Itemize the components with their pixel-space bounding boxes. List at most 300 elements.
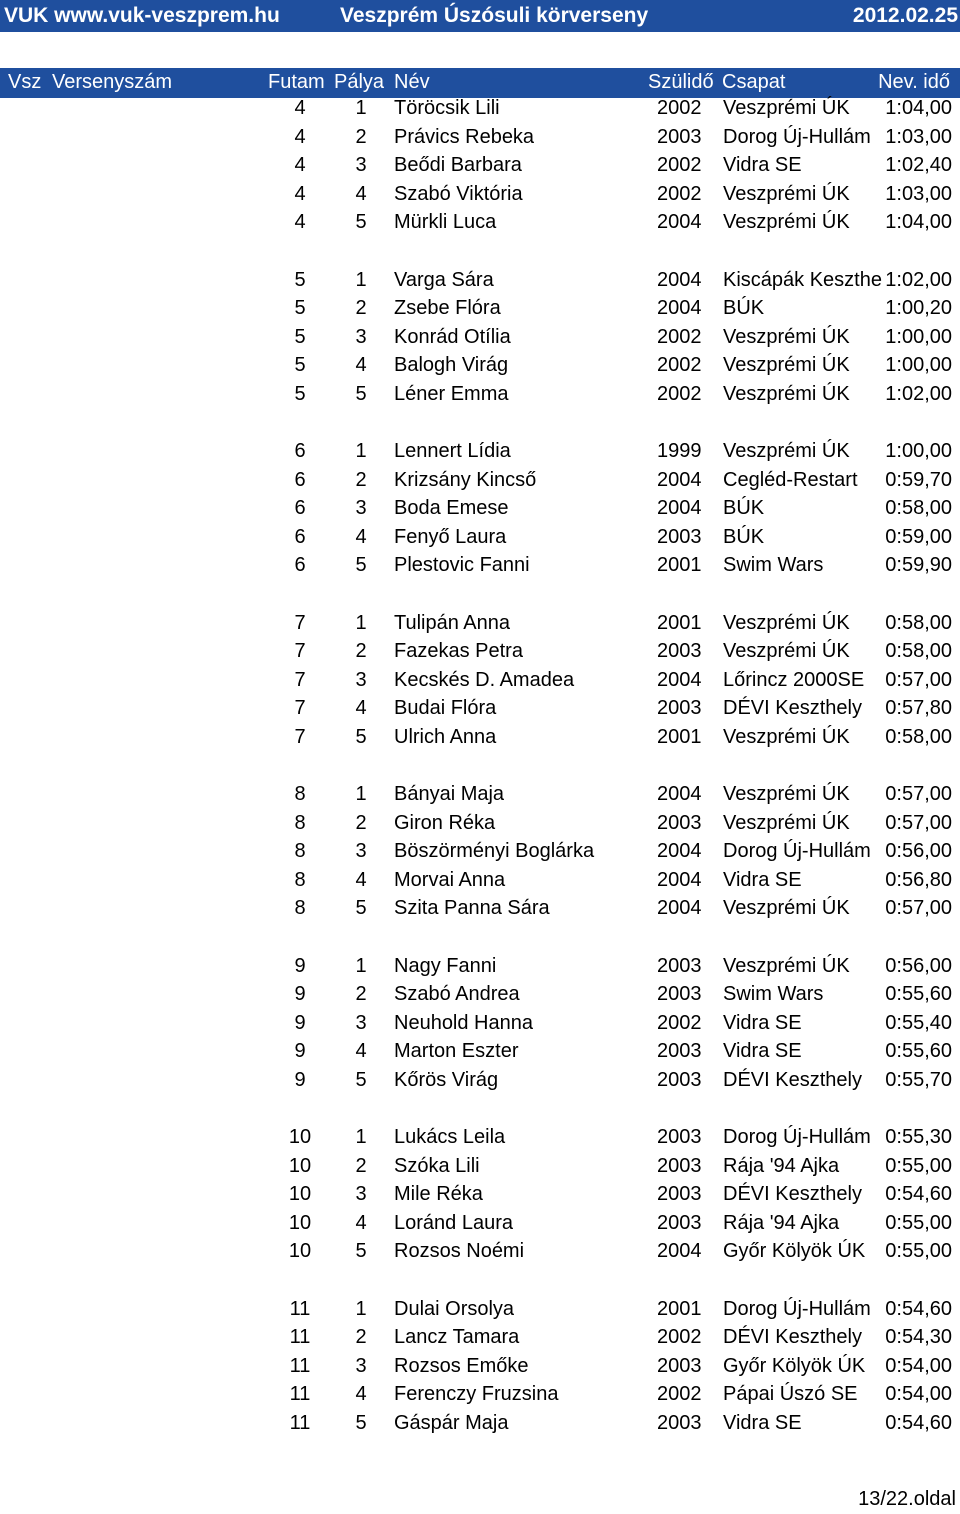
swimmer-name: Kecskés D. Amadea bbox=[394, 668, 575, 691]
entry-time: 1:02,00 bbox=[885, 382, 952, 405]
table-row bbox=[0, 126, 960, 155]
column-vsz: Vsz bbox=[8, 71, 42, 93]
table-row bbox=[0, 669, 960, 698]
table-row bbox=[0, 1040, 960, 1069]
birth-year: 2003 bbox=[657, 1068, 702, 1091]
table-row bbox=[0, 154, 960, 183]
entry-time: 0:58,00 bbox=[885, 640, 952, 662]
swimmer-name: Lennert Lídia bbox=[394, 440, 511, 462]
page-header bbox=[0, 0, 960, 32]
lane-number: 4 bbox=[355, 525, 367, 548]
team-name: Veszprémi ÚK bbox=[723, 954, 850, 977]
heat-number: 9 bbox=[294, 1068, 306, 1091]
lane-number: 4 bbox=[355, 354, 367, 376]
column-futam: Futam bbox=[268, 71, 325, 93]
birth-year: 2004 bbox=[657, 211, 702, 233]
team-name: BÚK bbox=[723, 297, 765, 319]
heat-group bbox=[0, 783, 960, 926]
birth-year: 2004 bbox=[657, 868, 702, 891]
team-name: Lőrincz 2000SE bbox=[723, 668, 865, 691]
entry-time: 0:55,00 bbox=[885, 1154, 952, 1177]
heat-number: 5 bbox=[294, 382, 306, 405]
entry-time: 1:00,00 bbox=[885, 440, 952, 462]
lane-number: 5 bbox=[355, 554, 367, 576]
birth-year: 2002 bbox=[657, 1383, 702, 1405]
table-row bbox=[0, 354, 960, 383]
lane-number: 1 bbox=[355, 783, 367, 805]
entry-time: 1:04,00 bbox=[885, 97, 952, 119]
column-szulido: Szülidő bbox=[648, 71, 714, 93]
heat-number: 7 bbox=[294, 697, 306, 719]
team-name: Veszprémi ÚK bbox=[723, 97, 850, 119]
birth-year: 2002 bbox=[657, 1326, 702, 1348]
lane-number: 3 bbox=[355, 1011, 367, 1034]
birth-year: 2003 bbox=[657, 697, 702, 719]
swimmer-name: Beődi Barbara bbox=[394, 154, 522, 176]
birth-year: 2004 bbox=[657, 297, 702, 319]
swimmer-name: Böszörményi Boglárka bbox=[394, 840, 595, 862]
birth-year: 2002 bbox=[657, 354, 702, 376]
lane-number: 4 bbox=[355, 868, 367, 891]
entry-time: 1:03,00 bbox=[885, 125, 952, 148]
lane-number: 2 bbox=[355, 1326, 367, 1348]
team-name: Győr Kölyök ÚK bbox=[723, 1240, 866, 1262]
heat-number: 10 bbox=[288, 1183, 312, 1205]
birth-year: 2003 bbox=[657, 811, 702, 834]
birth-year: 1999 bbox=[657, 440, 702, 462]
heat-group bbox=[0, 955, 960, 1098]
column-csapat: Csapat bbox=[722, 71, 786, 93]
team-name: Dorog Új-Hullám bbox=[723, 125, 871, 148]
team-name: Veszprémi ÚK bbox=[723, 382, 850, 405]
table-row bbox=[0, 183, 960, 212]
lane-number: 3 bbox=[355, 154, 367, 176]
table-row bbox=[0, 383, 960, 412]
page-number: 13/22.oldal bbox=[858, 1488, 956, 1510]
entry-time: 0:55,60 bbox=[885, 983, 952, 1005]
swimmer-name: Fazekas Petra bbox=[394, 640, 523, 662]
entry-time: 0:55,00 bbox=[885, 1240, 952, 1262]
swimmer-name: Szabó Viktória bbox=[394, 182, 523, 205]
entry-time: 0:57,00 bbox=[885, 783, 952, 805]
lane-number: 4 bbox=[355, 182, 367, 205]
lane-number: 2 bbox=[355, 125, 367, 148]
heat-number: 7 bbox=[294, 640, 306, 662]
swimmer-name: Mürkli Luca bbox=[394, 211, 497, 233]
team-name: Veszprémi ÚK bbox=[723, 325, 850, 348]
entry-time: 0:54,60 bbox=[885, 1297, 952, 1320]
birth-year: 2004 bbox=[657, 668, 702, 691]
heat-number: 8 bbox=[294, 840, 306, 862]
swimmer-name: Boda Emese bbox=[394, 497, 509, 519]
team-name: Veszprémi ÚK bbox=[723, 811, 850, 834]
heat-number: 4 bbox=[294, 211, 306, 233]
birth-year: 2003 bbox=[657, 983, 702, 1005]
table-row bbox=[0, 612, 960, 641]
lane-number: 1 bbox=[355, 954, 367, 977]
table-row bbox=[0, 983, 960, 1012]
entry-time: 0:54,00 bbox=[885, 1354, 952, 1377]
entry-time: 0:55,30 bbox=[885, 1126, 952, 1148]
team-name: Dorog Új-Hullám bbox=[723, 1126, 871, 1148]
heat-number: 9 bbox=[294, 1011, 306, 1034]
heat-group bbox=[0, 269, 960, 412]
table-row bbox=[0, 1126, 960, 1155]
swimmer-name: Gáspár Maja bbox=[394, 1411, 509, 1434]
heat-number: 11 bbox=[289, 1354, 311, 1377]
entry-time: 1:02,40 bbox=[885, 154, 952, 176]
table-row bbox=[0, 1069, 960, 1098]
entry-time: 0:56,00 bbox=[885, 954, 952, 977]
lane-number: 5 bbox=[355, 382, 367, 405]
swimmer-name: Morvai Anna bbox=[394, 868, 506, 891]
swimmer-name: Zsebe Flóra bbox=[394, 297, 501, 319]
entry-time: 0:55,70 bbox=[885, 1068, 952, 1091]
swimmer-name: Szóka Lili bbox=[394, 1154, 480, 1177]
lane-number: 1 bbox=[355, 440, 367, 462]
heat-number: 5 bbox=[294, 268, 306, 291]
birth-year: 2004 bbox=[657, 897, 702, 919]
birth-year: 2002 bbox=[657, 97, 702, 119]
team-name: Veszprémi ÚK bbox=[723, 725, 850, 748]
heat-number: 5 bbox=[294, 354, 306, 376]
entry-time: 0:59,00 bbox=[885, 525, 952, 548]
table-row bbox=[0, 1326, 960, 1355]
table-row bbox=[0, 554, 960, 583]
entry-time: 0:54,30 bbox=[885, 1326, 952, 1348]
entry-time: 0:57,00 bbox=[885, 668, 952, 691]
swimmer-name: Konrád Otília bbox=[394, 325, 511, 348]
birth-year: 2003 bbox=[657, 1354, 702, 1377]
table-row bbox=[0, 726, 960, 755]
heat-number: 8 bbox=[294, 811, 306, 834]
lane-number: 1 bbox=[355, 1126, 367, 1148]
swimmer-name: Balogh Virág bbox=[394, 354, 509, 376]
lane-number: 5 bbox=[355, 1411, 367, 1434]
birth-year: 2002 bbox=[657, 154, 702, 176]
event-title: Veszprém Úszósuli körverseny bbox=[340, 4, 649, 27]
heat-number: 7 bbox=[294, 668, 306, 691]
team-name: Rája '94 Ajka bbox=[723, 1154, 840, 1177]
heat-number: 8 bbox=[294, 868, 306, 891]
swimmer-name: Krizsány Kincső bbox=[394, 468, 537, 491]
entry-time: 0:54,60 bbox=[885, 1183, 952, 1205]
heat-number: 6 bbox=[294, 525, 306, 548]
heat-number: 6 bbox=[294, 554, 306, 576]
heat-group bbox=[0, 612, 960, 755]
entry-time: 0:59,70 bbox=[885, 468, 952, 491]
entry-time: 1:04,00 bbox=[885, 211, 952, 233]
heat-number: 4 bbox=[294, 97, 306, 119]
team-name: Győr Kölyök ÚK bbox=[723, 1354, 866, 1377]
heat-group bbox=[0, 97, 960, 240]
heat-number: 6 bbox=[294, 468, 306, 491]
heat-number: 4 bbox=[294, 154, 306, 176]
swimmer-name: Szabó Andrea bbox=[394, 983, 520, 1005]
table-row bbox=[0, 440, 960, 469]
team-name: DÉVI Keszthely bbox=[723, 1326, 862, 1348]
birth-year: 2004 bbox=[657, 783, 702, 805]
entry-time: 0:55,00 bbox=[885, 1211, 952, 1234]
heat-number: 11 bbox=[289, 1326, 311, 1348]
swimmer-name: Ulrich Anna bbox=[394, 725, 497, 748]
team-name: Rája '94 Ajka bbox=[723, 1211, 840, 1234]
heat-group bbox=[0, 440, 960, 583]
lane-number: 5 bbox=[355, 1240, 367, 1262]
team-name: Vidra SE bbox=[723, 1040, 802, 1062]
column-header-row bbox=[0, 68, 960, 98]
team-name: Vidra SE bbox=[723, 154, 802, 176]
heat-number: 5 bbox=[294, 325, 306, 348]
table-row bbox=[0, 97, 960, 126]
entry-time: 1:03,00 bbox=[885, 182, 952, 205]
team-name: BÚK bbox=[723, 497, 765, 519]
birth-year: 2001 bbox=[657, 611, 702, 634]
team-name: Veszprémi ÚK bbox=[723, 440, 850, 462]
entry-time: 0:58,00 bbox=[885, 611, 952, 634]
birth-year: 2001 bbox=[657, 1297, 702, 1320]
heat-group bbox=[0, 1298, 960, 1441]
event-date: 2012.02.25 bbox=[852, 4, 958, 27]
table-row bbox=[0, 326, 960, 355]
table-row bbox=[0, 1012, 960, 1041]
table-row bbox=[0, 211, 960, 240]
table-row bbox=[0, 1355, 960, 1384]
table-row bbox=[0, 1383, 960, 1412]
team-name: Veszprémi ÚK bbox=[723, 354, 850, 376]
heat-number: 9 bbox=[294, 954, 306, 977]
swimmer-name: Neuhold Hanna bbox=[394, 1011, 533, 1034]
lane-number: 2 bbox=[355, 811, 367, 834]
birth-year: 2004 bbox=[657, 497, 702, 519]
column-nev-ido: Nev. idő bbox=[878, 71, 950, 93]
team-name: Veszprémi ÚK bbox=[723, 640, 850, 662]
entry-time: 0:56,80 bbox=[885, 868, 952, 891]
heat-group bbox=[0, 1126, 960, 1269]
lane-number: 2 bbox=[355, 640, 367, 662]
birth-year: 2001 bbox=[657, 725, 702, 748]
team-name: Dorog Új-Hullám bbox=[723, 840, 871, 862]
swimmer-name: Lancz Tamara bbox=[394, 1326, 520, 1348]
heat-number: 10 bbox=[288, 1211, 312, 1234]
birth-year: 2003 bbox=[657, 1183, 702, 1205]
birth-year: 2003 bbox=[657, 640, 702, 662]
lane-number: 2 bbox=[355, 983, 367, 1005]
birth-year: 2003 bbox=[657, 525, 702, 548]
team-name: DÉVI Keszthely bbox=[723, 1068, 862, 1091]
swimmer-name: Ferenczy Fruzsina bbox=[394, 1383, 559, 1405]
entry-time: 0:58,00 bbox=[885, 497, 952, 519]
entry-time: 1:00,00 bbox=[885, 325, 952, 348]
team-name: Veszprémi ÚK bbox=[723, 783, 850, 805]
swimmer-name: Nagy Fanni bbox=[394, 954, 497, 977]
lane-number: 3 bbox=[355, 840, 367, 862]
team-name: Veszprémi ÚK bbox=[723, 182, 850, 205]
lane-number: 1 bbox=[355, 268, 367, 291]
birth-year: 2003 bbox=[657, 1211, 702, 1234]
team-name: Veszprémi ÚK bbox=[723, 611, 850, 634]
lane-number: 4 bbox=[355, 1383, 367, 1405]
birth-year: 2004 bbox=[657, 468, 702, 491]
birth-year: 2003 bbox=[657, 1040, 702, 1062]
lane-number: 5 bbox=[355, 1068, 367, 1091]
heat-number: 9 bbox=[294, 983, 306, 1005]
birth-year: 2004 bbox=[657, 1240, 702, 1262]
swimmer-name: Léner Emma bbox=[394, 382, 509, 405]
lane-number: 5 bbox=[355, 897, 367, 919]
team-name: Pápai Úszó SE bbox=[723, 1383, 858, 1405]
table-row bbox=[0, 783, 960, 812]
birth-year: 2003 bbox=[657, 1154, 702, 1177]
swimmer-name: Dulai Orsolya bbox=[394, 1297, 515, 1320]
heat-number: 11 bbox=[289, 1297, 311, 1320]
heat-number: 6 bbox=[294, 497, 306, 519]
table-row bbox=[0, 269, 960, 298]
column-versenyszam: Versenyszám bbox=[52, 71, 173, 93]
site-title: VUK www.vuk-veszprem.hu bbox=[4, 4, 280, 27]
team-name: Veszprémi ÚK bbox=[723, 211, 850, 233]
birth-year: 2004 bbox=[657, 268, 702, 291]
entry-time: 0:56,00 bbox=[885, 840, 952, 862]
entry-time: 0:57,00 bbox=[885, 897, 952, 919]
heat-number: 4 bbox=[294, 125, 306, 148]
lane-number: 4 bbox=[355, 697, 367, 719]
lane-number: 1 bbox=[355, 1297, 367, 1320]
heat-number: 7 bbox=[294, 725, 306, 748]
table-row bbox=[0, 1240, 960, 1269]
lane-number: 5 bbox=[355, 211, 367, 233]
lane-number: 3 bbox=[355, 325, 367, 348]
heat-number: 4 bbox=[294, 182, 306, 205]
swimmer-name: Fenyő Laura bbox=[394, 525, 507, 548]
table-row bbox=[0, 497, 960, 526]
lane-number: 3 bbox=[355, 497, 367, 519]
team-name: DÉVI Keszthely bbox=[723, 1183, 862, 1205]
table-row bbox=[0, 1155, 960, 1184]
team-name: Cegléd-Restart bbox=[723, 468, 858, 491]
table-row bbox=[0, 526, 960, 555]
team-name: Vidra SE bbox=[723, 868, 802, 891]
column-nev: Név bbox=[394, 71, 430, 93]
swimmer-name: Szita Panna Sára bbox=[394, 897, 550, 919]
swimmer-name: Rozsos Noémi bbox=[394, 1240, 525, 1262]
lane-number: 2 bbox=[355, 468, 367, 491]
team-name: Vidra SE bbox=[723, 1011, 802, 1034]
heat-number: 10 bbox=[288, 1240, 312, 1262]
table-row bbox=[0, 840, 960, 869]
entry-time: 0:54,00 bbox=[885, 1383, 952, 1405]
heat-number: 6 bbox=[294, 440, 306, 462]
swimmer-name: Töröcsik Lili bbox=[394, 97, 500, 119]
lane-number: 2 bbox=[355, 297, 367, 319]
team-name: BÚK bbox=[723, 525, 765, 548]
heat-number: 10 bbox=[288, 1126, 312, 1148]
entry-time: 1:00,00 bbox=[885, 354, 952, 376]
table-row bbox=[0, 297, 960, 326]
table-row bbox=[0, 1212, 960, 1241]
table-row bbox=[0, 812, 960, 841]
table-row bbox=[0, 1183, 960, 1212]
swimmer-name: Právics Rebeka bbox=[394, 125, 535, 148]
birth-year: 2003 bbox=[657, 125, 702, 148]
birth-year: 2003 bbox=[657, 1411, 702, 1434]
table-row bbox=[0, 869, 960, 898]
birth-year: 2002 bbox=[657, 325, 702, 348]
team-name: Kiscápák Keszthe bbox=[723, 268, 882, 291]
entry-time: 0:54,60 bbox=[885, 1411, 952, 1434]
swimmer-name: Mile Réka bbox=[394, 1183, 483, 1205]
birth-year: 2002 bbox=[657, 182, 702, 205]
lane-number: 3 bbox=[355, 1183, 367, 1205]
swimmer-name: Marton Eszter bbox=[394, 1040, 519, 1062]
heat-number: 8 bbox=[294, 783, 306, 805]
table-row bbox=[0, 1412, 960, 1441]
team-name: Veszprémi ÚK bbox=[723, 897, 850, 919]
swimmer-name: Plestovic Fanni bbox=[394, 554, 530, 576]
heat-number: 11 bbox=[289, 1383, 311, 1405]
swimmer-name: Loránd Laura bbox=[394, 1211, 513, 1234]
lane-number: 5 bbox=[355, 725, 367, 748]
team-name: Swim Wars bbox=[723, 983, 824, 1005]
table-row bbox=[0, 697, 960, 726]
team-name: DÉVI Keszthely bbox=[723, 697, 862, 719]
team-name: Dorog Új-Hullám bbox=[723, 1297, 871, 1320]
table-row bbox=[0, 955, 960, 984]
entry-time: 1:02,00 bbox=[885, 268, 952, 291]
lane-number: 3 bbox=[355, 668, 367, 691]
lane-number: 4 bbox=[355, 1211, 367, 1234]
entry-time: 0:57,80 bbox=[885, 697, 952, 719]
birth-year: 2002 bbox=[657, 382, 702, 405]
birth-year: 2003 bbox=[657, 1126, 702, 1148]
lane-number: 1 bbox=[355, 611, 367, 634]
swimmer-name: Varga Sára bbox=[394, 268, 494, 291]
swimmer-name: Lukács Leila bbox=[394, 1126, 506, 1148]
entry-time: 0:59,90 bbox=[885, 554, 952, 576]
results-table bbox=[0, 97, 960, 1469]
table-row bbox=[0, 469, 960, 498]
table-row bbox=[0, 1298, 960, 1327]
team-name: Vidra SE bbox=[723, 1411, 802, 1434]
lane-number: 3 bbox=[355, 1354, 367, 1377]
heat-number: 11 bbox=[289, 1411, 311, 1434]
lane-number: 2 bbox=[355, 1154, 367, 1177]
entry-time: 1:00,20 bbox=[885, 297, 952, 319]
birth-year: 2002 bbox=[657, 1011, 702, 1034]
heat-number: 5 bbox=[294, 297, 306, 319]
heat-number: 8 bbox=[294, 897, 306, 919]
swimmer-name: Kőrös Virág bbox=[394, 1068, 499, 1091]
swimmer-name: Budai Flóra bbox=[394, 697, 497, 719]
entry-time: 0:57,00 bbox=[885, 811, 952, 834]
birth-year: 2004 bbox=[657, 840, 702, 862]
birth-year: 2003 bbox=[657, 954, 702, 977]
column-palya: Pálya bbox=[334, 71, 385, 93]
lane-number: 1 bbox=[355, 97, 367, 119]
swimmer-name: Bányai Maja bbox=[394, 783, 505, 805]
heat-number: 10 bbox=[288, 1154, 312, 1177]
entry-time: 0:55,40 bbox=[885, 1011, 952, 1034]
heat-number: 7 bbox=[294, 611, 306, 634]
team-name: Swim Wars bbox=[723, 554, 824, 576]
entry-time: 0:55,60 bbox=[885, 1040, 952, 1062]
table-row bbox=[0, 640, 960, 669]
entry-time: 0:58,00 bbox=[885, 725, 952, 748]
table-row bbox=[0, 897, 960, 926]
swimmer-name: Rozsos Emőke bbox=[394, 1354, 529, 1377]
lane-number: 4 bbox=[355, 1040, 367, 1062]
swimmer-name: Tulipán Anna bbox=[394, 611, 511, 634]
